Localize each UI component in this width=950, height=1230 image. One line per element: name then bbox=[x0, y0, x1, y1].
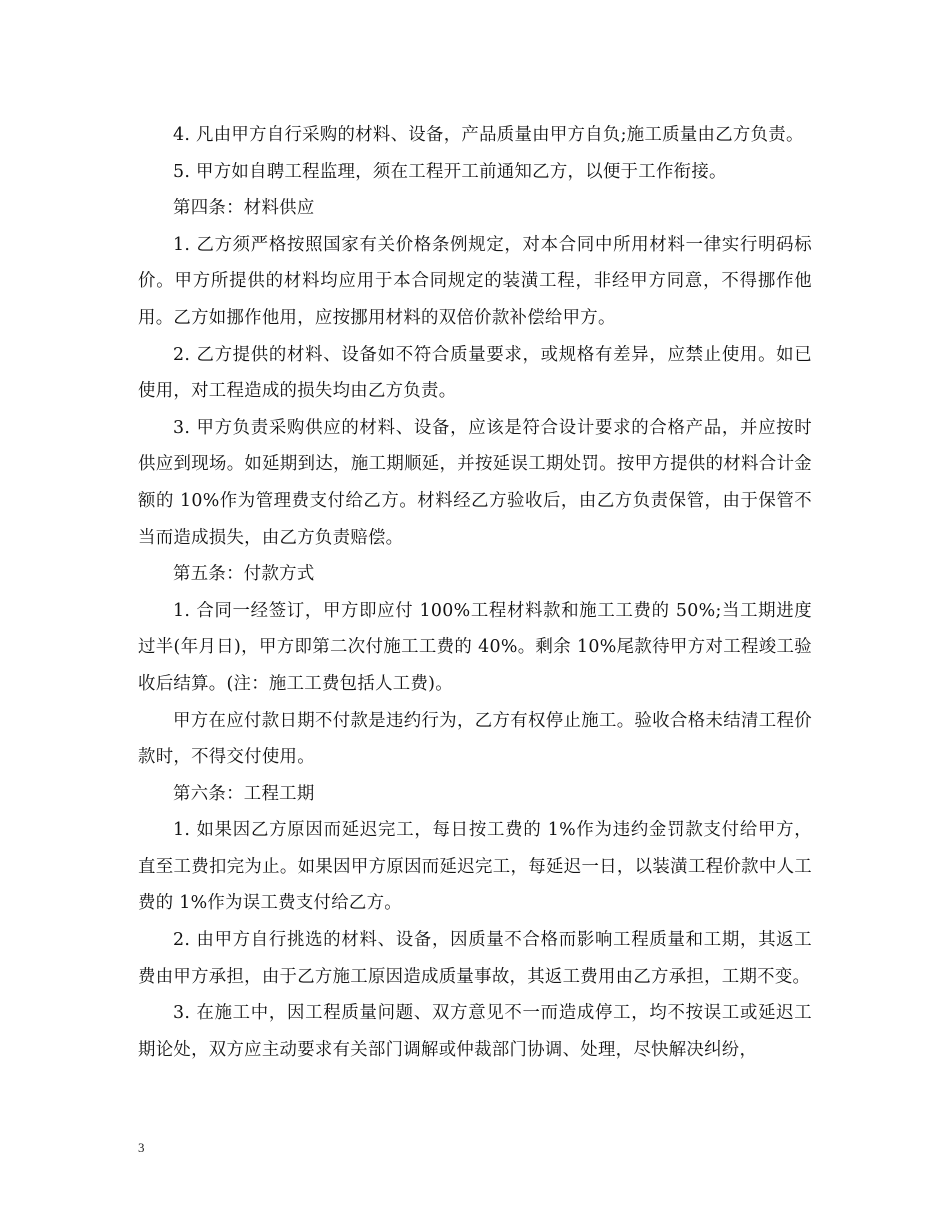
paragraph: 2. 由甲方自行挑选的材料、设备，因质量不合格而影响工程质量和工期，其返工费由甲方承担，由于乙方施工原因造成质量事故，其返工费用由乙方承担，工期不变。 bbox=[138, 930, 812, 987]
page-number: 3 bbox=[138, 1140, 145, 1155]
paragraph: 甲方在应付款日期不付款是违约行为，乙方有权停止施工。验收合格未结清工程价款时，不得交付使用。 bbox=[138, 710, 812, 768]
paragraph: 1. 乙方须严格按照国家有关价格条例规定，对本合同中所用材料一律实行明码标价。甲方所提供的材料均应用于本合同规定的装潢工程，非经甲方同意，不得挪作他用。乙方如挪作他用，应按挪用材料的双倍价款补偿给甲方。 bbox=[138, 234, 812, 328]
section-heading: 第四条：材料供应 bbox=[173, 198, 315, 219]
paragraph: 1. 如果因乙方原因而延迟完工，每日按工费的 1%作为违约金罚款支付给甲方，直至工费扣完为止。如果因甲方原因而延迟完工，每延迟一日，以装潢工程价款中人工费的 1%作为误工费支付给乙方。 bbox=[138, 820, 812, 914]
paragraph: 4. 凡由甲方自行采购的材料、设备，产品质量由甲方自负;施工质量由乙方负责。 bbox=[173, 125, 804, 145]
paragraph: 5. 甲方如自聘工程监理，须在工程开工前通知乙方，以便于工作衔接。 bbox=[173, 161, 727, 182]
paragraph: 3. 甲方负责采购供应的材料、设备，应该是符合设计要求的合格产品，并应按时供应到现场。如延期到达，施工期顺延，并按延误工期处罚。按甲方提供的材料合计金额的 10%作为管理费支付给乙方。材料经乙方验收后，由乙方负责保管，由于保管不当而造成损失，由乙方负责赔偿。 bbox=[138, 417, 812, 548]
section-heading: 第六条：工程工期 bbox=[173, 783, 315, 804]
paragraph: 3. 在施工中，因工程质量问题、双方意见不一而造成停工，均不按误工或延迟工期论处，双方应主动要求有关部门调解或仲裁部门协调、处理，尽快解决纠纷， bbox=[138, 1003, 812, 1060]
paragraph: 2. 乙方提供的材料、设备如不符合质量要求，或规格有差异，应禁止使用。如已使用，对工程造成的损失均由乙方负责。 bbox=[138, 344, 812, 402]
document-body bbox=[138, 117, 812, 1068]
paragraph: 1. 合同一经签订，甲方即应付 100%工程材料款和施工工费的 50%;当工期进度过半(年月日)，甲方即第二次付施工工费的 40%。剩余 10%尾款待甲方对工程竣工验收后结算。(注：施工工费包括人工费)。 bbox=[138, 600, 812, 694]
section-heading: 第五条：付款方式 bbox=[173, 564, 315, 585]
